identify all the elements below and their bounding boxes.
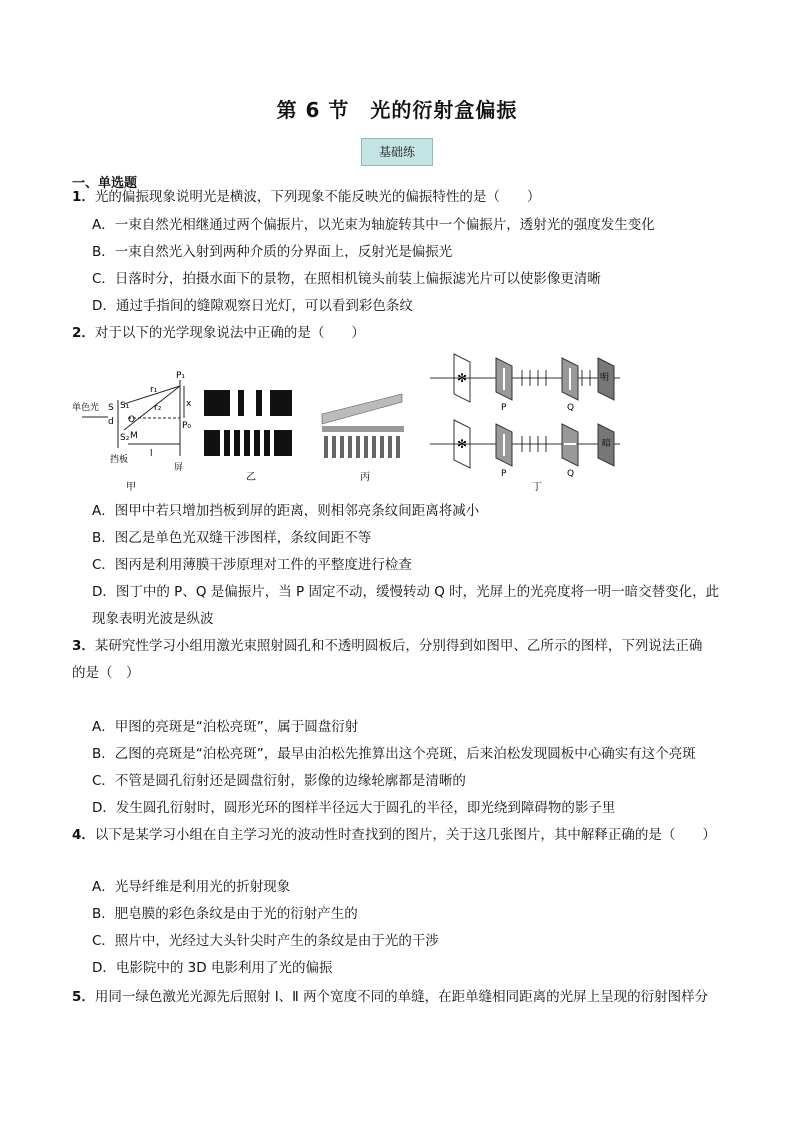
figure-bing — [322, 394, 404, 458]
question-stem: 光的偏振现象说明光是横波，下列现象不能反映光的偏振特性的是（ ） — [94, 189, 541, 205]
question-number: 3． — [72, 638, 95, 654]
jia-label-m: M — [130, 431, 138, 441]
ding-label-q: Q — [567, 403, 575, 413]
option-3d: D．发生圆孔衍射时，圆形光环的图样半径远大于圆孔的半径，即光绕到障碍物的影子里 — [92, 800, 616, 816]
question-4 — [72, 826, 716, 844]
jia-label-x: x — [186, 399, 192, 409]
section-heading: 一、单选题 — [72, 176, 138, 191]
ding-label-p: P — [501, 469, 507, 479]
option-2c: C．图丙是利用薄膜干涉原理对工件的平整度进行检查 — [92, 557, 412, 573]
option-4d: D．电影院中的 3D 电影利用了光的偏振 — [92, 960, 333, 976]
jia-label-board: 挡板 — [110, 455, 129, 465]
question-number: 5． — [72, 989, 95, 1005]
caption-yi: 乙 — [246, 472, 256, 483]
question-5 — [72, 988, 708, 1006]
question-2 — [72, 324, 365, 342]
figure-yi — [204, 390, 292, 456]
option-2b: B．图乙是单色光双缝干涉图样，条纹间距不等 — [92, 530, 372, 546]
option-3a: A．甲图的亮斑是“泊松亮斑”，属于圆盘衍射 — [92, 719, 359, 735]
question-number: 1． — [72, 189, 95, 205]
question-3-continued: 的是（ ） — [72, 665, 140, 681]
jia-label-s2: S₂ — [120, 433, 130, 443]
jia-label-r1: r₁ — [150, 385, 158, 395]
option-2d-continued: 现象表明光波是纵波 — [92, 611, 214, 627]
question-number: 2． — [72, 325, 95, 341]
option-4a: A．光导纤维是利用光的折射现象 — [92, 879, 291, 895]
jia-label-l: l — [150, 449, 153, 459]
caption-jia: 甲 — [126, 482, 136, 493]
ding-label-dark: 暗 — [602, 439, 612, 449]
jia-label-r2: r₂ — [154, 403, 162, 413]
jia-label-s: S — [108, 403, 114, 413]
jia-label-p1: P₁ — [176, 371, 186, 381]
jia-label-o: O — [128, 415, 136, 425]
question-stem: 用同一绿色激光光源先后照射 Ⅰ、Ⅱ 两个宽度不同的单缝，在距单缝相同距离的光屏上呈现的衍射图样分 — [94, 989, 709, 1005]
ding-label-q: Q — [567, 469, 575, 479]
option-1a: A．一束自然光相继通过两个偏振片，以光束为轴旋转其中一个偏振片，透射光的强度发生变化 — [92, 217, 655, 233]
option-1d: D．通过手指间的缝隙观察日光灯，可以看到彩色条纹 — [92, 298, 413, 314]
question-stem: 对于以下的光学现象说法中正确的是（ ） — [94, 325, 365, 341]
jia-label-p0: P₀ — [182, 421, 192, 431]
question-2-figure — [70, 352, 710, 494]
option-4b: B．肥皂膜的彩色条纹是由于光的衍射产生的 — [92, 906, 358, 922]
question-stem: 某研究性学习小组用激光束照射圆孔和不透明圆板后，分别得到如图甲、乙所示的图样，下列说法正确 — [94, 638, 703, 654]
option-2d: D．图丁中的 P、Q 是偏振片，当 P 固定不动，缓慢转动 Q 时，光屏上的光亮度将一明一暗交替变化，此 — [92, 584, 720, 600]
option-3b: B．乙图的亮斑是“泊松亮斑”，最早由泊松先推算出这个亮斑，后来泊松发现圆板中心确实有这个亮斑 — [92, 746, 696, 762]
question-number: 4． — [72, 827, 95, 843]
ding-label-bright: 明 — [600, 373, 610, 383]
ding-star-icon: ✻ — [457, 371, 468, 385]
option-3c: C．不管是圆孔衍射还是圆盘衍射，影像的边缘轮廓都是清晰的 — [92, 773, 466, 789]
jia-label-screen: 屏 — [174, 463, 184, 473]
ding-label-p: P — [501, 403, 507, 413]
option-2a: A．图甲中若只增加挡板到屏的距离，则相邻亮条纹间距离将减小 — [92, 503, 480, 519]
jia-label-light: 单色光 — [72, 403, 100, 413]
jia-label-d: d — [108, 417, 114, 427]
jia-label-s1: S₁ — [120, 401, 130, 411]
caption-bing: 丙 — [360, 472, 370, 483]
option-4c: C．照片中，光经过大头针尖时产生的条纹是由于光的干涉 — [92, 933, 439, 949]
level-tag: 基础练 — [361, 138, 433, 166]
option-1c: C．日落时分，拍摄水面下的景物，在照相机镜头前装上偏振滤光片可以使影像更清晰 — [92, 271, 601, 287]
option-1b: B．一束自然光入射到两种介质的分界面上，反射光是偏振光 — [92, 244, 453, 260]
question-3 — [72, 637, 702, 655]
caption-ding: 丁 — [532, 482, 542, 493]
question-1 — [72, 188, 540, 206]
ding-star-icon: ✻ — [457, 437, 468, 451]
page-title: 第 6 节 光的衍射盒偏振 — [276, 98, 518, 122]
question-stem: 以下是某学习小组在自主学习光的波动性时查找到的图片，关于这几张图片，其中解释正确的是（ ） — [94, 827, 716, 843]
